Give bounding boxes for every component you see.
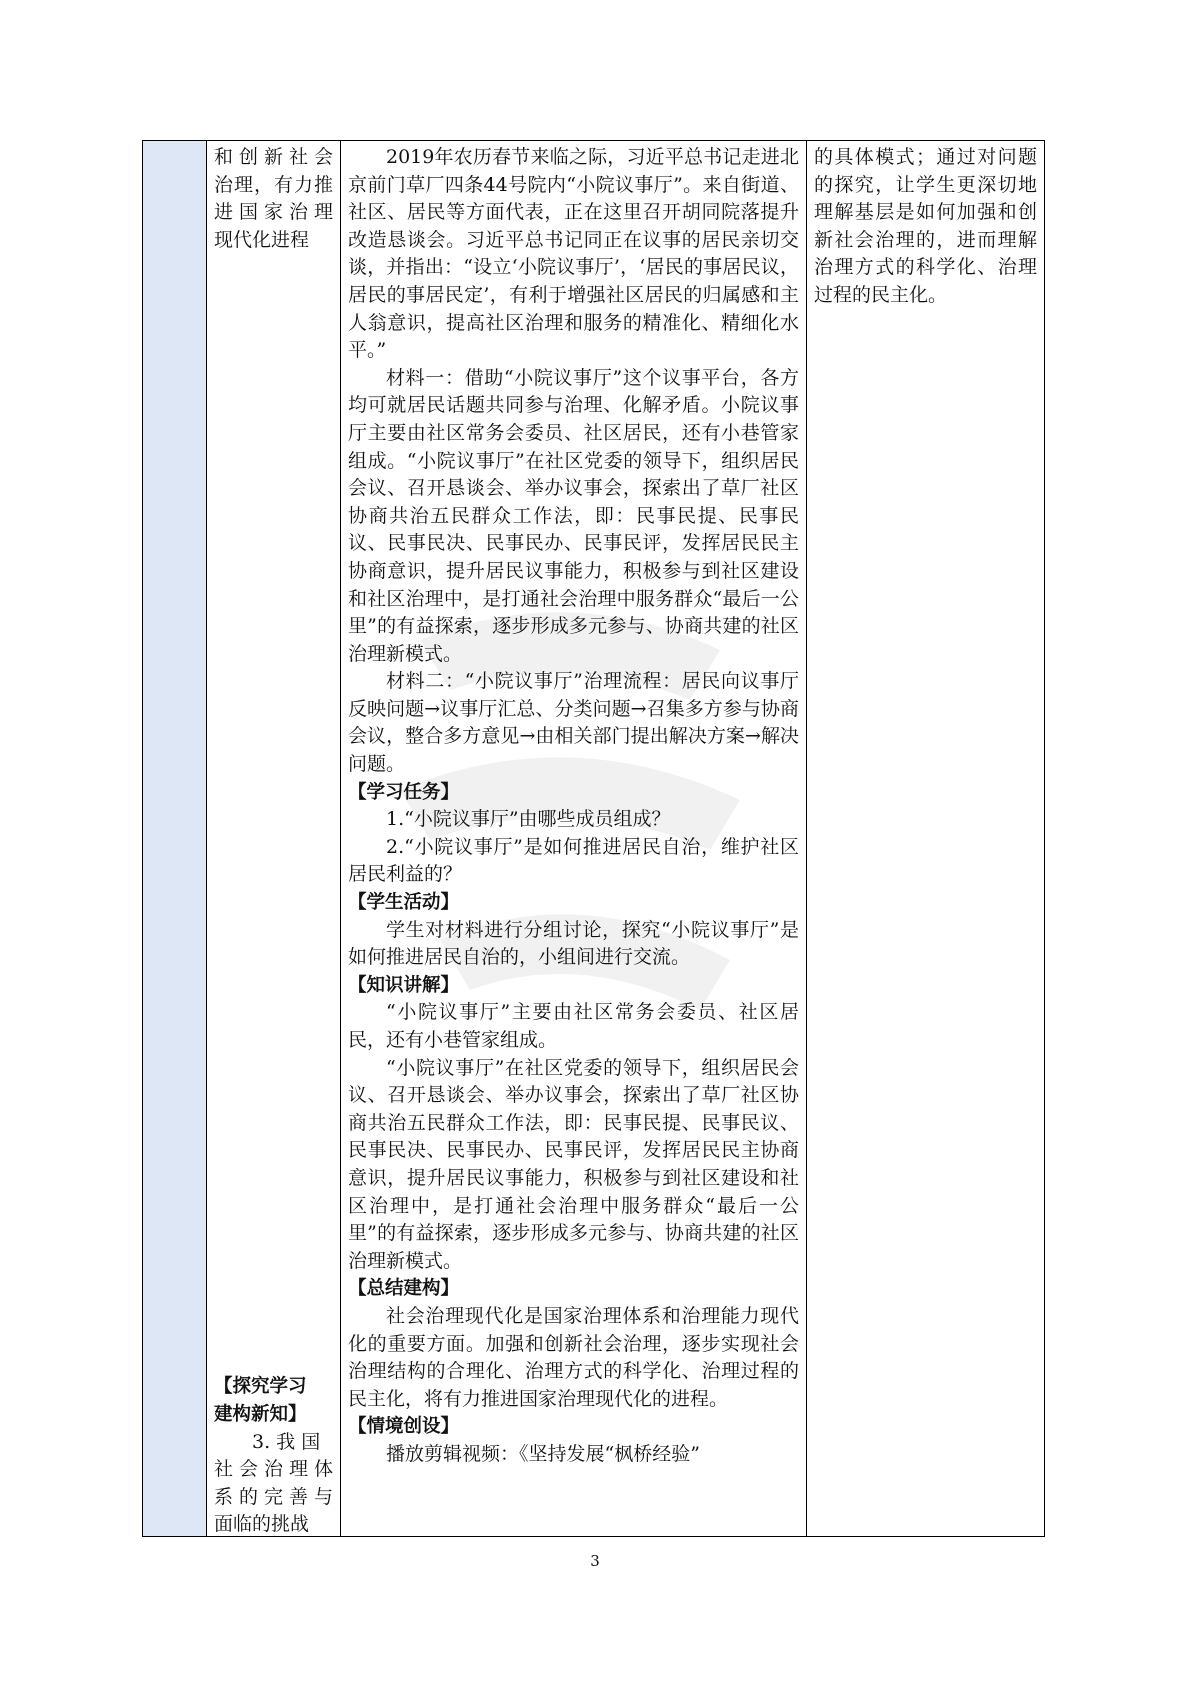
knowledge-heading: 【知识讲解】 xyxy=(348,974,460,996)
scenario-heading: 【情境创设】 xyxy=(348,1416,460,1438)
knowledge-paragraph: “小院议事厅”在社区党委的领导下，组织居民会议、召开恳谈会、举办议事会，探索出了草厂社区协商共治五民群众工作法，即：民事民提、民事民议、民事民决、民事民办、民事民评，发挥居民民主协商意识，提升居民议事能力，积极参与到社区建设和社区治理中，是打通社会治理中服务群众“最后一公里”的有益探索，逐步形成多元参与、协商共建的社区治理新模式。 xyxy=(348,1056,799,1272)
design-intent-text: 的具体模式；通过对问题的探究，让学生更深切地理解基层是如何加强和创新社会治理的，进而理解治理方式的科学化、治理过程的民主化。 xyxy=(814,146,1037,306)
subtopic-line: 面临的挑战 xyxy=(214,1513,310,1536)
intro-paragraph: 2019年农历春节来临之际，习近平总书记走进北京前门草厂四条44号院内“小院议事厅”。来自街道、社区、居民等方面代表，正在这里召开胡同院落提升改造恳谈会。习近平总书记同正在议事的居民亲切交谈，并指出：“设立‘小院议事厅’，‘居民的事居民议，居民的事居民定’，有利于增强社区居民的归属感和主人翁意识，提高社区治理和服务的精准化、精细化水平。” xyxy=(348,146,799,362)
material-one-paragraph: 材料一：借助“小院议事厅”这个议事平台，各方均可就居民话题共同参与治理、化解矛盾。小院议事厅主要由社区常务会委员、社区居民，还有小巷管家组成。“小院议事厅”在社区党委的领导下，组织居民会议、召开恳谈会、举办议事会，探索出了草厂社区协商共治五民群众工作法，即：民事民提、民事民议、民事民决、民事民办、民事民评，发挥居民民主协商意识，提升居民议事能力，积极参与到社区建设和社区治理中，是打通社会治理中服务群众“最后一公里”的有益探索，逐步形成多元参与、协商共建的社区治理新模式。 xyxy=(348,366,799,665)
material-two-paragraph: 材料二：“小院议事厅”治理流程：居民向议事厅反映问题→议事厅汇总、分类问题→召集多方参与协商会议，整合多方意见→由相关部门提出解决方案→解决问题。 xyxy=(348,670,799,776)
topic-cell xyxy=(207,141,341,1537)
teaching-process-cell xyxy=(341,141,807,1537)
topic-next-section xyxy=(214,1373,333,1539)
subtopic-line: 3. 我 国 xyxy=(252,1430,321,1453)
topic-continuation xyxy=(214,144,333,254)
knowledge-paragraph: “小院议事厅”主要由社区常务会委员、社区居民，还有小巷管家组成。 xyxy=(348,1001,799,1051)
task-item: 2.“小院议事厅”是如何推进居民自治，维护社区居民利益的？ xyxy=(348,835,799,886)
section-heading-line: 【探究学习 xyxy=(214,1376,307,1398)
task-heading: 【学习任务】 xyxy=(348,781,460,803)
section-heading-line: 建构新知】 xyxy=(214,1404,307,1426)
task-item: 1.“小院议事厅”由哪些成员组成？ xyxy=(386,808,671,831)
activity-heading: 【学生活动】 xyxy=(348,892,460,914)
stage-column-cell xyxy=(143,141,207,1537)
page-number: 3 xyxy=(590,1552,600,1570)
design-intent-cell xyxy=(807,141,1045,1537)
table-row xyxy=(143,141,1045,1537)
lesson-plan-table xyxy=(142,140,1045,1537)
scenario-paragraph: 播放剪辑视频：《坚持发展“枫桥经验” xyxy=(386,1442,700,1465)
topic-line: 现代化进程 xyxy=(214,228,310,251)
summary-heading: 【总结建构】 xyxy=(348,1278,460,1300)
topic-line: 进国家治理 xyxy=(214,201,333,224)
subtopic-line: 社会治理体 xyxy=(214,1458,333,1481)
summary-paragraph: 社会治理现代化是国家治理体系和治理能力现代化的重要方面。加强和创新社会治理，逐步实现社会治理结构的合理化、治理方式的科学化、治理过程的民主化，将有力推进国家治理现代化的进程。 xyxy=(348,1304,799,1410)
topic-line: 和创新社会 xyxy=(214,146,333,168)
subtopic-line: 系的完善与 xyxy=(214,1485,333,1508)
activity-paragraph: 学生对材料进行分组讨论，探究“小院议事厅”是如何推进居民自治的，小组间进行交流。 xyxy=(348,918,799,969)
topic-line: 治理，有力推 xyxy=(214,173,333,196)
